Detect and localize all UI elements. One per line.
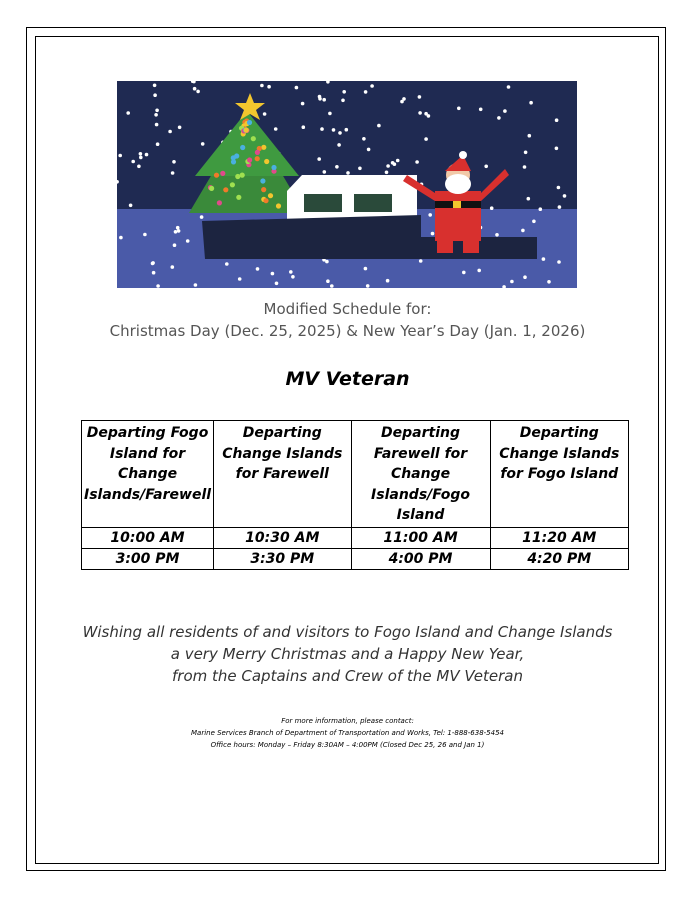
table-row [82,528,629,549]
departure-schedule-table [81,420,629,570]
table-row [82,549,629,570]
departure-time: 10:00 AM [82,528,214,549]
greeting-line2: a very Merry Christmas and a Happy New Year, [170,645,525,663]
departure-time: 4:20 PM [490,549,628,570]
column-header: Departing Farewell for Change Islands/Fogo Island [351,421,490,528]
schedule-heading-line1: Modified Schedule for: [263,300,432,318]
christmas-boat-illustration [117,81,577,288]
column-header: Departing Fogo Island for Change Islands/Farewell [82,421,214,528]
holiday-greeting [0,621,695,687]
contact-info [0,715,695,751]
column-header: Departing Change Islands for Farewell [214,421,351,528]
vessel-title: MV Veteran [285,368,410,390]
greeting-line1: Wishing all residents of and visitors to Fogo Island and Change Islands [82,623,613,641]
departure-time: 4:00 PM [351,549,490,570]
contact-line2: Marine Services Branch of Department of Transportation and Works, Tel: 1-888-638-5454 [190,729,504,737]
greeting-line3: from the Captains and Crew of the MV Veteran [172,667,523,685]
contact-line3: Office hours: Monday – Friday 8:30AM – 4:00PM (Closed Dec 25, 26 and Jan 1) [210,741,485,749]
schedule-heading-line2: Christmas Day (Dec. 25, 2025) & New Year’s Day (Jan. 1, 2026) [109,322,586,340]
table-header-row [82,421,629,528]
departure-time: 11:20 AM [490,528,628,549]
departure-time: 10:30 AM [214,528,351,549]
departure-time: 3:30 PM [214,549,351,570]
contact-line1: For more information, please contact: [281,717,414,725]
departure-time: 11:00 AM [351,528,490,549]
column-header: Departing Change Islands for Fogo Island [490,421,628,528]
departure-time: 3:00 PM [82,549,214,570]
